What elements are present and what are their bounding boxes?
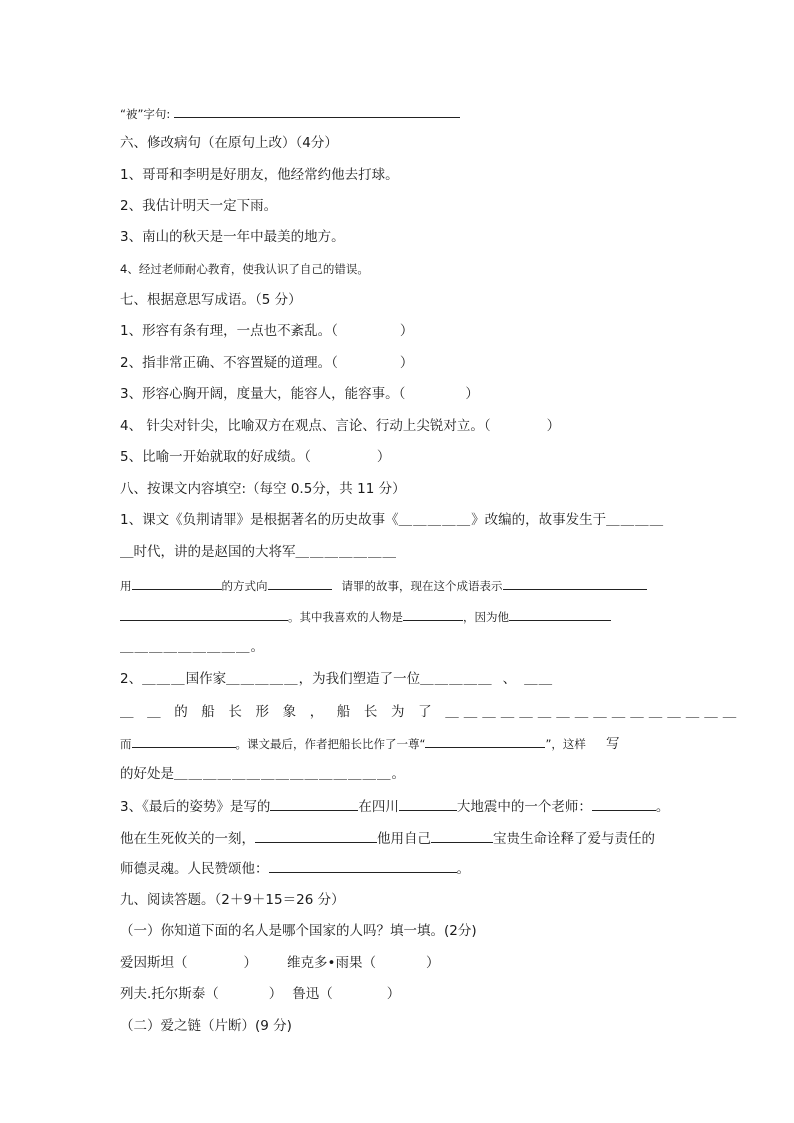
s8-l10-blank-b[interactable] <box>399 797 457 811</box>
s8-line-8 <box>120 734 619 753</box>
s9-subsection-2: （二）爱之链（片断）(9 分) <box>120 1018 292 1034</box>
s8-l8-text-c: ”，这样 <box>545 737 586 751</box>
s7-q4-close: ） <box>546 418 561 434</box>
s8-l8-blank-b[interactable] <box>425 734 545 748</box>
s7-question-1 <box>120 322 413 340</box>
s9-name-2-close: ） <box>425 955 440 971</box>
s8-l1-blank-b[interactable]: ＿＿＿＿ <box>606 512 665 528</box>
s8-l2-text: ＿时代，讲的是赵国的大将军 <box>120 544 296 560</box>
s8-l3-blank-b[interactable] <box>268 576 332 590</box>
s8-line-10 <box>120 797 669 816</box>
s6-question-2: 2、我估计明天一定下雨。 <box>120 198 278 214</box>
s8-l3-text-b: 的方式向 <box>221 579 268 593</box>
s8-l11-blank-b[interactable] <box>431 829 493 843</box>
s8-l12-text-b: 。 <box>456 861 470 877</box>
s7-question-3 <box>120 385 479 403</box>
section-8-title: 八、按课文内容填空:（每空 0.5分，共 11 分） <box>120 481 406 497</box>
s8-l10-blank-a[interactable] <box>270 797 358 811</box>
s8-l7-blank[interactable]: ＿＿＿＿＿＿＿＿＿＿＿＿＿＿＿＿ <box>445 704 742 720</box>
s8-l6-blank-b[interactable]: ＿＿＿＿＿ <box>226 671 299 687</box>
section-9-title: 九、阅读答题。（2＋9＋15＝26 分） <box>120 892 345 908</box>
s9-name-3: 列夫.托尔斯泰（ <box>120 986 219 1002</box>
s8-l10-text-d: 。 <box>655 799 670 815</box>
s8-line-2 <box>120 543 397 561</box>
s9-name-1: 爱因斯坦（ <box>120 955 188 971</box>
s8-l6-blank-a[interactable]: ＿＿＿ <box>142 671 186 687</box>
s9-name-4: 鲁迅（ <box>292 986 333 1002</box>
s8-l6-blank-d[interactable]: ＿＿ <box>524 671 554 687</box>
s8-l9-blank[interactable]: ＿＿＿＿＿＿＿＿＿＿＿＿＿＿＿ <box>174 766 392 782</box>
s8-l4-blank-b[interactable] <box>403 607 463 621</box>
s7-q5-close: ） <box>376 449 391 465</box>
s8-l8-blank-a[interactable] <box>132 734 236 748</box>
s8-l1-text-a: 1、课文《负荆请罪》是根据著名的历史故事《 <box>120 512 399 528</box>
s7-q5-text: 5、比喻一开始就取的好成绩。（ <box>120 449 311 465</box>
section-7-title: 七、根据意思写成语。（5 分） <box>120 292 302 308</box>
s6-question-4: 4、经过老师耐心教育，使我认识了自己的错误。 <box>120 262 369 276</box>
s8-l2-blank[interactable]: ＿＿＿＿＿＿＿ <box>295 544 397 560</box>
s9-name-3-close: ） <box>268 986 283 1002</box>
s7-q1-text: 1、形容有条有理，一点也不紊乱。（ <box>120 323 338 339</box>
section-6-title: 六、修改病句（在原句上改）（4分） <box>120 135 338 151</box>
s9-names-row-2 <box>120 985 400 1003</box>
s8-l10-text-b: 在四川 <box>358 799 399 815</box>
s8-l6-text-c: ，为我们塑造了一位 <box>298 671 421 687</box>
s8-l6-blank-c[interactable]: ＿＿＿＿＿ <box>420 671 493 687</box>
s8-l5-blank[interactable]: ＿＿＿＿＿＿＿＿＿。 <box>120 639 265 655</box>
s7-q1-close: ） <box>399 323 414 339</box>
s6-question-1: 1、哥哥和李明是好朋友，他经常约他去打球。 <box>120 167 399 183</box>
s7-question-4 <box>120 417 560 435</box>
s8-l10-text-a: 3、《最后的姿势》是写的 <box>120 799 271 815</box>
s8-l11-blank-a[interactable] <box>255 829 377 843</box>
s8-line-3 <box>120 576 647 595</box>
s8-l1-blank-a[interactable]: ＿＿＿＿＿ <box>398 512 472 528</box>
s9-name-4-close: ） <box>386 986 401 1002</box>
s8-line-11 <box>120 829 655 848</box>
s7-q3-close: ） <box>465 386 479 402</box>
s8-l11-text-b: 他用自己 <box>377 831 431 847</box>
bei-label: “被”字句: <box>120 107 171 121</box>
s8-line-6 <box>120 670 553 688</box>
s8-l12-blank[interactable] <box>269 859 457 873</box>
s8-l6-text-a: 2、 <box>120 671 143 687</box>
s8-l11-text-c: 宝贵生命诠释了爱与责任的 <box>493 831 655 847</box>
s8-l8-text-a: 而 <box>120 737 132 751</box>
s8-l9-text-b: 。 <box>391 766 405 782</box>
s8-l11-text-a: 他在生死攸关的一刻， <box>120 831 255 847</box>
s8-line-4 <box>120 607 611 626</box>
s8-l9-text-a: 的好处是 <box>120 766 174 782</box>
s9-name-2: 维克多•雨果（ <box>287 955 376 971</box>
s9-names-row-1 <box>120 954 439 972</box>
s9-name-1-close: ） <box>243 955 257 971</box>
s8-l1-text-b: 》改编的，故事发生于 <box>471 512 607 528</box>
s8-l6-text-d: 、 <box>502 671 517 687</box>
s8-l4-text-a: 。其中我喜欢的人物是 <box>288 610 403 624</box>
s9-subsection-1: （一）你知道下面的名人是哪个国家的人吗？填一填。(2分) <box>120 923 477 939</box>
s7-question-2 <box>120 354 413 372</box>
s6-question-3: 3、南山的秋天是一年中最美的地方。 <box>120 229 345 245</box>
s7-q2-close: ） <box>399 355 414 371</box>
s8-line-5 <box>120 638 265 656</box>
s8-l8-text-d: 写 <box>605 736 620 752</box>
bei-sentence-line <box>120 104 460 123</box>
s8-l12-text-a: 师德灵魂。人民赞颂他： <box>120 861 269 877</box>
s8-line-12 <box>120 859 470 878</box>
s8-l3-text-c: 请罪的故事，现在这个成语表示 <box>341 579 503 593</box>
s8-l10-text-c: 大地震中的一个老师： <box>456 799 592 815</box>
s7-q3-text: 3、形容心胸开阔，度量大，能容人，能容事。（ <box>120 386 406 402</box>
s8-line-9 <box>120 765 405 783</box>
s8-line-1 <box>120 511 664 529</box>
s8-l4-text-b: ，因为他 <box>463 610 509 624</box>
s8-l4-blank-c[interactable] <box>509 607 611 621</box>
bei-answer-blank[interactable] <box>174 104 460 118</box>
s8-line-7 <box>120 703 741 721</box>
s8-l3-blank-a[interactable] <box>132 576 222 590</box>
s8-l7-text: ＿＿的船长形象，船长为了 <box>120 704 446 720</box>
s8-l3-blank-c[interactable] <box>503 576 647 590</box>
s8-l10-blank-c[interactable] <box>592 797 656 811</box>
s7-q2-text: 2、指非常正确、不容置疑的道理。（ <box>120 355 338 371</box>
s8-l6-text-b: 国作家 <box>185 671 227 687</box>
s8-l3-text-a: 用 <box>120 579 132 593</box>
s7-question-5 <box>120 448 390 466</box>
s8-l8-text-b: 。课文最后，作者把船长比作了一尊“ <box>235 737 426 751</box>
s7-q4-text: 4、 针尖对针尖，比喻双方在观点、言论、行动上尖锐对立。（ <box>120 418 491 434</box>
s8-l4-blank-a[interactable] <box>120 607 288 621</box>
